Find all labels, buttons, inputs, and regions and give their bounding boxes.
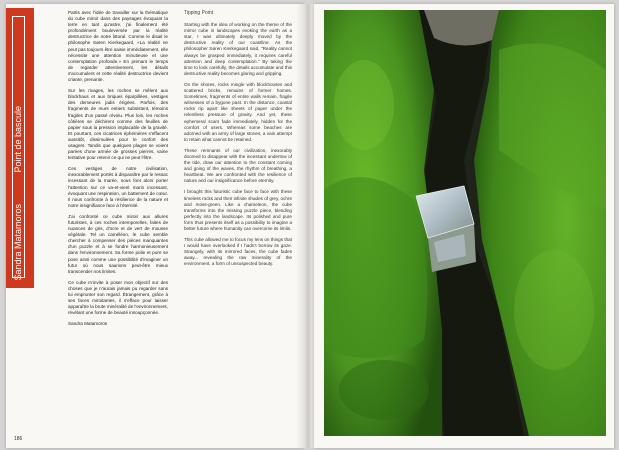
author-label: Sandra Matamoros [13,204,23,281]
right-page [314,4,614,448]
side-tab [6,8,34,288]
photo-moss-rocks [324,10,606,436]
french-paragraph: Ces vestiges de notre civilisation, inexorablement portés à disparaître par le ressac incessant de la marée, nous font alors porter l'attention sur ce va-et-vient marin incessant, évoquant une respiration, un battement de cœur. Il nous confronte à la résilience de la nature et notre insignifiance face à l'éternité. [68,166,168,208]
english-paragraph: Starting with the idea of working on the theme of the mirror cube in landscapes evoking the earth as a star, I was ultimately deeply moved by the destructive reality of our coastline. As the philosopher Søren Kierkegaard said, "Reality cannot always be grasped immediately, it requires careful attention and deep contemplation." By taking the time to look carefully, the details accumulate and this destructive reality becomes glaring and gripping. [184,22,292,76]
english-paragraph: This cube allowed me to focus my lens on things that I would have overlooked if I hadn't borrow its gaze. Strangely, with its mirrored faces, the cube fades away... revealing the raw minerality of the environment, a form of unsuspected beauty. [184,237,292,267]
english-paragraph: These remnants of our civilization, inexorably doomed to disappear with the incessant undertow of the tide, draw our attention to the constant coming and going of the waves, the rhythm of breathing, a heartbeat. We are confronted with the resilience of nature and our insignificance before eternity. [184,147,292,184]
english-paragraph: On the shores, rocks mingle with blockhouses and scattered bricks, remains of former homes. Sometimes, fragments of entire walls remain, fragile witnesses of a bygone past. In the distance, coastal rocks rip apart like sheets of paper under the relentless pressure of gravity. And yet, these ephemeral scars fade immediately, hidden for the comfort of users. Whereas some beaches are adorned with an army of large stones, a vain attempt to retain what cannot be retained. [184,81,292,142]
english-paragraph: I brought this futuristic cube face to face with these timeless rocks and their infinite shades of grey, ochre and moss-green. Like a chameleon, the cube transforms into the missing puzzle piece, blending perfectly into the landscape. Its polished and pure form thus presents itself as a possibility to imagine a better future where humanity can overcome its limits. [184,189,292,231]
french-paragraph: Sur les rivages, les roches se mêlent aux blockhaus et aux briques éparpillées, vestiges des demeures jadis érigées. Parfois, des fragments de murs entiers subsistent, témoins fragiles d'un passé révolu. Plus loin, les roches côtières se déchirent comme des feuilles de papier sous la pression implacable de la gravité. Et pourtant, ces cicatrices éphémères s'effacent aussitôt, dissimulées pour le confort des usagers. Tandis que quelques plages se voient parées d'une armée de grosses pierres, vaine tentative pour retenir ce qui ne peut l'être. [68,88,168,161]
english-column [184,10,292,273]
page-number: 186 [14,436,23,442]
french-paragraph: J'ai confronté ce cube miroir aux allures futuristes, à ces roches intemporelles, faites de nuances de gris, d'ocre et de vert de mousse végétale. Tel un caméléon, le cube semble chercher à compenser des pièces manquantes d'un puzzle et à se fondre harmonieusement dans l'environnement. Sa forme polie et pure se pose ainsi comme une possibilité d'imaginer un futur où nous saurions peut-être mieux transcender nos limites. [68,213,168,274]
french-paragraph: Ce cube m'invite à poser mon objectif sur des choses que je n'aurais jamais pu regarder sans lui emprunter son regard. Étrangement, grâce à ses faces miroitantes, il s'efface pour laisser apparaître la brute minéralité de l'environnement, révélant une forme de beauté insoupçonnée. [68,279,168,316]
english-heading: Tipping Point [184,10,213,16]
left-page [6,4,304,448]
french-paragraph: Partis avec l'idée de travailler sur la thématique du cube miroir dans des paysages évoquant la terre en tant qu'astre, j'ai finalement été profondément bouleversée par la réalité destructrice de notre littoral. Comme le disait le philosophe Søren Kierkegaard, «La réalité ne peut pas toujours être saisie immédiatement, elle nécessite une attention minutieuse et une contemplation profonde.» En prenant le temps de regarder attentivement, les détails s'accumulent et cette réalité destructrice devient criante, prenante. [68,10,168,83]
french-signature: Sandra Matamoros [68,321,108,327]
french-column [68,10,168,333]
photo [324,10,606,436]
section-label: Point de bascule [13,106,23,173]
